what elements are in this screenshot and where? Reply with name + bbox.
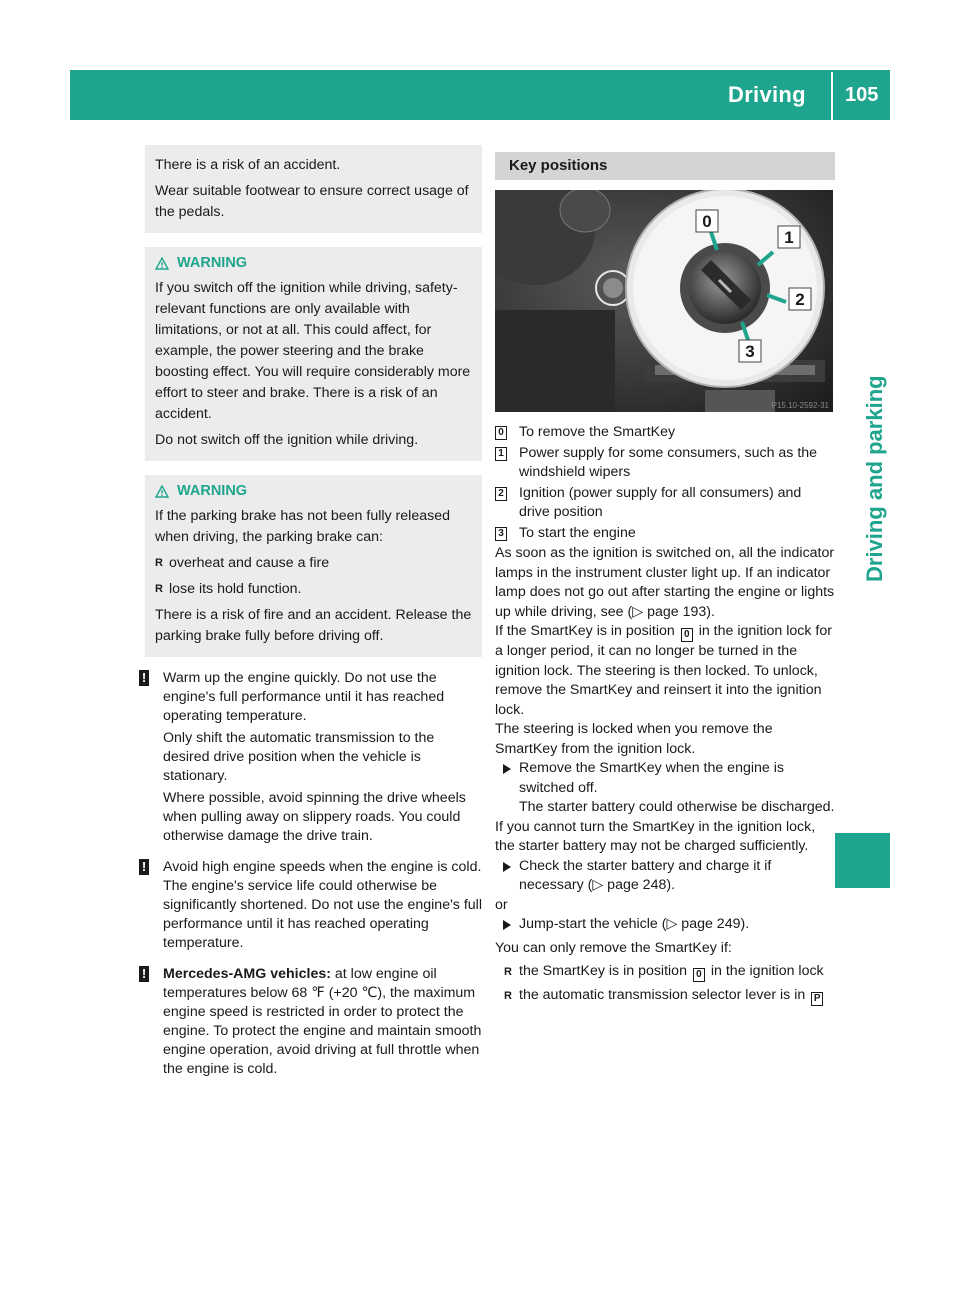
photo-code: P15.10-2592-31 bbox=[771, 401, 829, 410]
legend-item: 0 To remove the SmartKey bbox=[495, 423, 835, 443]
warning-bullet: R lose its hold function. bbox=[155, 579, 472, 600]
photo-label-2: 2 bbox=[795, 290, 805, 309]
photo-label-1: 1 bbox=[784, 228, 794, 247]
condition-bullet: R the automatic transmission selector lever is in P bbox=[495, 986, 835, 1006]
warning-title bbox=[155, 253, 472, 274]
photo-label-3: 3 bbox=[745, 342, 755, 361]
caution-text-1: There is a risk of an accident. bbox=[155, 157, 341, 173]
legend-item: 1 Power supply for some consumers, such as the windshield wipers bbox=[495, 444, 835, 483]
warning-label: WARNING bbox=[177, 483, 248, 499]
note-amg: ! Mercedes-AMG vehicles: at low engine oil temperatures below 68 ℉ (+20 ℃), the maximum engine speed is restricted in order to protect the engine. To protect the engine and maintain smooth engine operation, avoid driving at full throttle when the engine is cold. bbox=[137, 965, 482, 1079]
or-text: or bbox=[495, 896, 508, 913]
caution-box bbox=[145, 145, 482, 233]
warning-intro: If the parking brake has not been fully released when driving, the parking brake can: bbox=[155, 508, 450, 545]
warning-box-parking-brake bbox=[145, 475, 482, 657]
photo-label-0: 0 bbox=[702, 212, 712, 231]
left-column bbox=[137, 145, 482, 1082]
warning-paragraph: If you switch off the ignition while driving, safety-relevant functions are only available with limitations, or not at all. This could affect, for example, the power steering and the brake boosting effect. You will require considerably more effort to steer and brake. There is a risk of an accident. bbox=[155, 280, 471, 422]
key-positions-body bbox=[495, 544, 835, 1006]
key-position-badge: 1 bbox=[495, 447, 507, 461]
paragraph-steering-lock: If the SmartKey is in position 0 in the ignition lock for a longer period, it can no longer be turned in the ignition lock. The steering is then locked. To unlock, remove the SmartKey and reinsert it into the ignition lock. bbox=[495, 623, 832, 718]
instruction-step: Jump-start the vehicle (▷ page 249). bbox=[495, 915, 835, 935]
instruction-step: Remove the SmartKey when the engine is switched off. The starter battery could otherwise be discharged. bbox=[495, 759, 835, 818]
paragraph-remove-conditions: You can only remove the SmartKey if: bbox=[495, 939, 732, 956]
warning-box-ignition bbox=[145, 247, 482, 461]
warning-title bbox=[155, 481, 472, 502]
warning-triangle-icon bbox=[155, 485, 169, 498]
key-position-badge: 2 bbox=[495, 487, 507, 501]
bullet-mark: R bbox=[155, 583, 163, 595]
key-position-badge: 0 bbox=[495, 426, 507, 440]
side-marker bbox=[835, 833, 890, 888]
paragraph-starter-battery: If you cannot turn the SmartKey in the ignition lock, the starter battery may not be charged sufficiently. bbox=[495, 818, 816, 854]
key-position-legend bbox=[495, 423, 835, 543]
exclamation-icon: ! bbox=[139, 966, 149, 982]
key-position-badge: 0 bbox=[693, 968, 705, 982]
exclamation-icon: ! bbox=[139, 859, 149, 875]
step-arrow-icon bbox=[503, 862, 511, 872]
amg-bold-label: Mercedes-AMG vehicles: bbox=[163, 966, 331, 982]
header-section-title: Driving bbox=[728, 82, 806, 107]
header-divider bbox=[831, 72, 833, 120]
note-engine-speed: ! Avoid high engine speeds when the engine is cold. The engine's service life could otherwise be significantly shortened. Do not use the engine's full performance until it has reached operating temperature. bbox=[137, 858, 482, 953]
warning-triangle-icon bbox=[155, 257, 169, 270]
warning-label: WARNING bbox=[177, 255, 248, 271]
step-arrow-icon bbox=[503, 920, 511, 930]
exclamation-icon: ! bbox=[139, 670, 149, 686]
warning-paragraph: Do not switch off the ignition while driving. bbox=[155, 432, 419, 448]
gear-position-badge: P bbox=[811, 992, 823, 1006]
ignition-lock-photo bbox=[495, 190, 833, 412]
step-arrow-icon bbox=[503, 764, 511, 774]
section-header-key-positions: Key positions bbox=[495, 152, 835, 180]
legend-item: 3 To start the engine bbox=[495, 524, 835, 544]
page-number: 105 bbox=[845, 84, 879, 106]
right-column bbox=[495, 152, 835, 1006]
warning-bullet: R overheat and cause a fire bbox=[155, 553, 472, 574]
key-position-badge: 3 bbox=[495, 527, 507, 541]
condition-bullet: R the SmartKey is in position 0 in the ignition lock bbox=[495, 962, 835, 982]
warning-outro: There is a risk of fire and an accident. Release the parking brake fully before driving off. bbox=[155, 607, 472, 644]
key-position-badge: 0 bbox=[681, 628, 693, 642]
side-tab bbox=[835, 302, 890, 582]
caution-text-2: Wear suitable footwear to ensure correct usage of the pedals. bbox=[155, 183, 469, 220]
bullet-mark: R bbox=[504, 990, 512, 1002]
legend-item: 2 Ignition (power supply for all consumers) and drive position bbox=[495, 484, 835, 523]
bullet-mark: R bbox=[155, 557, 163, 569]
note-warm-up: ! Warm up the engine quickly. Do not use the engine's full performance until it has reached operating temperature. Only shift the automatic transmission to the desired drive position when the vehicle is stationary. Where possible, avoid spinning the drive wheels when pulling away on slippery roads. You could otherwise damage the drive train. bbox=[137, 669, 482, 846]
side-tab-label: Driving and parking bbox=[862, 375, 887, 582]
paragraph-steering-locked: The steering is locked when you remove the SmartKey from the ignition lock. bbox=[495, 721, 773, 757]
bullet-mark: R bbox=[504, 966, 512, 978]
instruction-step: Check the starter battery and charge it if necessary (▷ page 248). bbox=[495, 857, 835, 896]
paragraph-indicator-lamps: As soon as the ignition is switched on, all the indicator lamps in the instrument cluster light up. If an indicator lamp does not go out after starting the engine or lights up while driving, see (▷ page 193). bbox=[495, 545, 835, 620]
